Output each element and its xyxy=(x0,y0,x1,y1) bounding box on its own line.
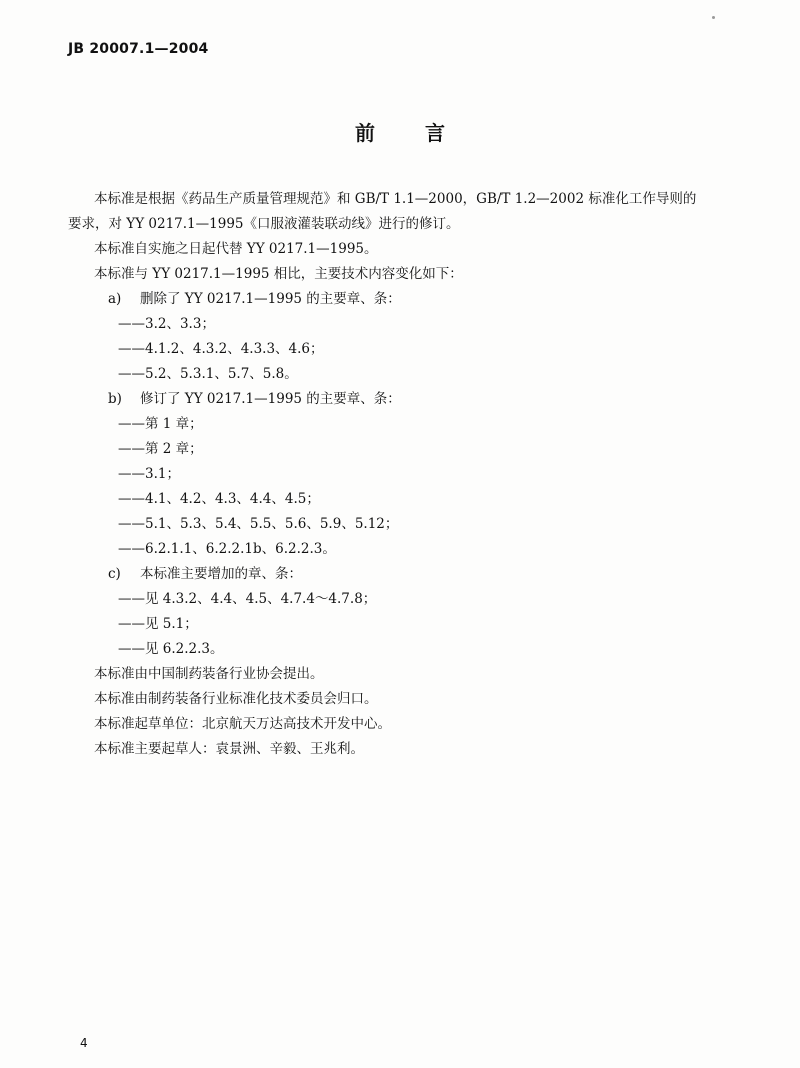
title-char-2: 言 xyxy=(425,121,445,145)
list-item-b xyxy=(68,387,748,412)
paragraph-2: 本标准自实施之日起代替 YY 0217.1—1995。 xyxy=(94,241,378,257)
list-b-subitem: ——6.2.1.1、6.2.2.1b、6.2.2.3。 xyxy=(118,541,336,557)
paragraph-5: 本标准由制药装备行业标准化技术委员会归口。 xyxy=(94,691,378,707)
list-a-subitem: ——3.2、3.3； xyxy=(118,316,215,332)
list-b-subitem: ——第 1 章； xyxy=(118,416,203,432)
title-char-1: 前 xyxy=(355,121,375,145)
paragraph-1-line-1: 本标准是根据《药品生产质量管理规范》和 GB/T 1.1—2000，GB/T 1.2—2002 标准化工作导则的 xyxy=(94,191,697,207)
list-c-subitem: ——见 5.1； xyxy=(118,616,198,632)
list-item-c xyxy=(68,562,748,587)
paragraph-7: 本标准主要起草人：袁景洲、辛毅、王兆利。 xyxy=(94,741,364,757)
list-c-subitem: ——见 6.2.2.3。 xyxy=(118,641,224,657)
list-marker-a: a) xyxy=(108,291,122,307)
scan-speck xyxy=(712,16,715,19)
paragraph-6: 本标准起草单位：北京航天万达高技术开发中心。 xyxy=(94,716,391,732)
list-c-subitem: ——见 4.3.2、4.4、4.5、4.7.4～4.7.8； xyxy=(118,591,377,607)
list-b-subitem: ——5.1、5.3、5.4、5.5、5.6、5.9、5.12； xyxy=(118,516,399,532)
list-b-subitem: ——3.1； xyxy=(118,466,180,482)
list-marker-c: c) xyxy=(108,566,121,582)
page-title xyxy=(0,117,800,146)
paragraph-1-line-2: 要求，对 YY 0217.1—1995《口服液灌装联动线》进行的修订。 xyxy=(68,216,460,232)
list-item-a xyxy=(68,287,748,312)
list-marker-b: b) xyxy=(108,391,122,407)
page-number: 4 xyxy=(80,1036,88,1050)
list-a-subitem: ——5.2、5.3.1、5.7、5.8。 xyxy=(118,366,298,382)
list-a-subitem: ——4.1.2、4.3.2、4.3.3、4.6； xyxy=(118,341,324,357)
standard-code: JB 20007.1—2004 xyxy=(68,41,209,57)
list-text-b: 修订了 YY 0217.1—1995 的主要章、条： xyxy=(140,391,401,407)
list-text-a: 删除了 YY 0217.1—1995 的主要章、条： xyxy=(140,291,401,307)
foreword-body xyxy=(68,187,748,762)
list-b-subitem: ——4.1、4.2、4.3、4.4、4.5； xyxy=(118,491,320,507)
paragraph-4: 本标准由中国制药装备行业协会提出。 xyxy=(94,666,324,682)
paragraph-3: 本标准与 YY 0217.1—1995 相比，主要技术内容变化如下： xyxy=(94,266,463,282)
list-b-subitem: ——第 2 章； xyxy=(118,441,203,457)
list-text-c: 本标准主要增加的章、条： xyxy=(140,566,302,582)
